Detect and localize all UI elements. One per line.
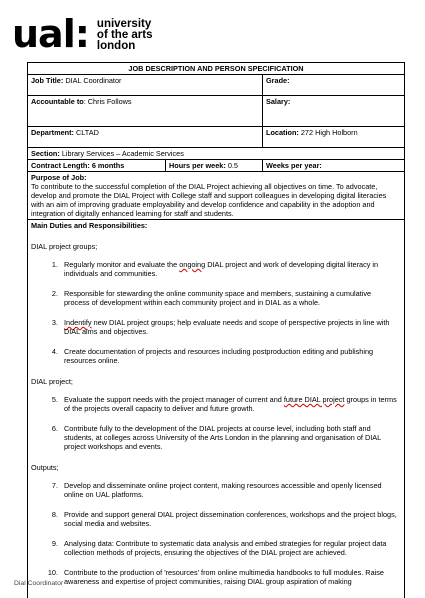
location-label: Location: xyxy=(266,128,299,137)
contract-value: 6 months xyxy=(91,161,125,170)
salary-label: Salary: xyxy=(266,97,291,106)
item1-text-b: ongoing xyxy=(179,260,206,269)
grade-cell xyxy=(263,75,405,96)
list-item xyxy=(43,318,401,336)
item-text: Analysing data: Contribute to systematic data analysis and embed strategies for regular project data collection methods of projects, ensuring the objectives of the DIAL project are achieved. xyxy=(64,539,387,557)
list-item xyxy=(43,395,401,413)
list-item xyxy=(43,347,401,365)
weeks-cell xyxy=(263,160,405,172)
location-cell xyxy=(263,127,405,148)
doc-heading: JOB DESCRIPTION AND PERSON SPECIFICATION xyxy=(28,63,405,75)
section-label: Section: xyxy=(31,149,60,158)
location-value: 272 High Holborn xyxy=(300,128,358,137)
list-item xyxy=(43,481,401,499)
item-text: Responsible for stewarding the online community space and members, sustaining a cumulative process of development within each community project and in DIAL as a whole. xyxy=(64,289,372,307)
ual-logo xyxy=(12,12,153,56)
accountable-label: Accountable to xyxy=(31,97,84,106)
list-item xyxy=(43,510,401,528)
item-number: 5. xyxy=(51,395,58,404)
weeks-label: Weeks per year: xyxy=(266,161,322,170)
list-item xyxy=(43,260,401,278)
item-number: 7. xyxy=(51,481,58,490)
item-number: 3. xyxy=(51,318,58,327)
department-label: Department: xyxy=(31,128,74,137)
item-number: 9. xyxy=(51,539,58,548)
page-footer: Dial Coordinator xyxy=(14,580,64,587)
job-title-label: Job Title: xyxy=(31,76,64,85)
hours-cell xyxy=(166,160,263,172)
item-text: Create documentation of projects and resources including postproduction editing and publishing resources online. xyxy=(64,347,374,365)
project-heading: DIAL project; xyxy=(31,377,73,386)
department-value: CLTAD xyxy=(76,128,99,137)
item5-text-b: future DIAL project xyxy=(283,395,345,404)
list-item xyxy=(43,424,401,451)
contract-label: Contract Length: xyxy=(31,161,90,170)
section-value: Library Services – Academic Services xyxy=(61,149,184,158)
item5-text-c: groups in terms of the projects overall capacity to deliver and future growth. xyxy=(64,395,397,413)
item1-text-a: Regularly monitor and evaluate the xyxy=(64,260,180,269)
item3-text-a: Indentify xyxy=(64,318,92,327)
item-text xyxy=(64,395,401,413)
job-spec-table xyxy=(27,62,405,598)
item-text xyxy=(64,260,401,278)
job-title-cell xyxy=(28,75,263,96)
item-number: 1. xyxy=(51,260,58,269)
item-number: 8. xyxy=(51,510,58,519)
department-cell xyxy=(28,127,263,148)
duties-body xyxy=(31,221,401,598)
logo-line-3: london xyxy=(96,40,136,52)
section-cell xyxy=(28,148,405,160)
hours-label: Hours per week: xyxy=(169,161,226,170)
accountable-cell: Accountable to: Chris Follows xyxy=(28,96,263,127)
groups-heading: DIAL project groups; xyxy=(31,242,98,251)
item-number: 2. xyxy=(51,289,58,298)
logo-line-1: university xyxy=(96,18,152,30)
purpose-label: Purpose of Job: xyxy=(31,173,87,182)
purpose-text: To contribute to the successful completion of the DIAL Project achieving all objectives on time. To advocate, develop and promote the DIAL Project with College staff and support colleagues in developing digital literacies with an aim of improving graduate employability and develop confidence and capability in the adoption and integration of digitally enhanced learning for staff and students. xyxy=(31,182,387,218)
list-item xyxy=(43,289,401,307)
item-text: Develop and disseminate online project content, making resources accessible and openly licensed online on UAL platforms. xyxy=(64,481,382,499)
purpose-cell xyxy=(28,172,405,220)
item-text: Contribute fully to the development of the DIAL projects at course level, including both staff and students, at colleges across University of the Arts London in the planning and organisation of DIAL project workshops and events. xyxy=(64,424,381,451)
item3-text-b: new DIAL project groups; help evaluate needs and scope of perspective projects in line with DIAL aims and objectives. xyxy=(64,318,390,336)
duties-cell xyxy=(28,220,405,598)
item-text: Provide and support general DIAL project dissemination conferences, workshops and the project blogs, social media and websites. xyxy=(64,510,397,528)
logo-mark: ual: xyxy=(12,12,89,56)
item-number: 4. xyxy=(51,347,58,356)
salary-cell xyxy=(263,96,405,127)
outputs-heading: Outputs; xyxy=(31,463,59,472)
logo-line-2: of the arts xyxy=(96,29,153,41)
item-text: Contribute to the production of 'resources' from online multimedia handbooks to full modules. Raise awareness and expertise of project communities, raising DIAL group aspiration of making xyxy=(64,568,384,586)
job-title-value: DIAL Coordinator xyxy=(65,76,122,85)
hours-value: 0.5 xyxy=(227,161,238,170)
grade-label: Grade: xyxy=(266,76,290,85)
contract-cell xyxy=(28,160,166,172)
logo-wordmark xyxy=(97,19,153,52)
list-item xyxy=(43,568,401,586)
item-number: 6. xyxy=(51,424,58,433)
duties-label: Main Duties and Responsibilities: xyxy=(31,221,148,230)
item5-text-a: Evaluate the support needs with the project manager of current and xyxy=(64,395,284,404)
item-text xyxy=(64,318,401,336)
accountable-value: Chris Follows xyxy=(87,97,132,106)
item-number: 10. xyxy=(47,568,58,577)
list-item xyxy=(43,539,401,557)
item1-text-c: DIAL project and work of developing digital literacy in individuals and communities. xyxy=(64,260,379,278)
